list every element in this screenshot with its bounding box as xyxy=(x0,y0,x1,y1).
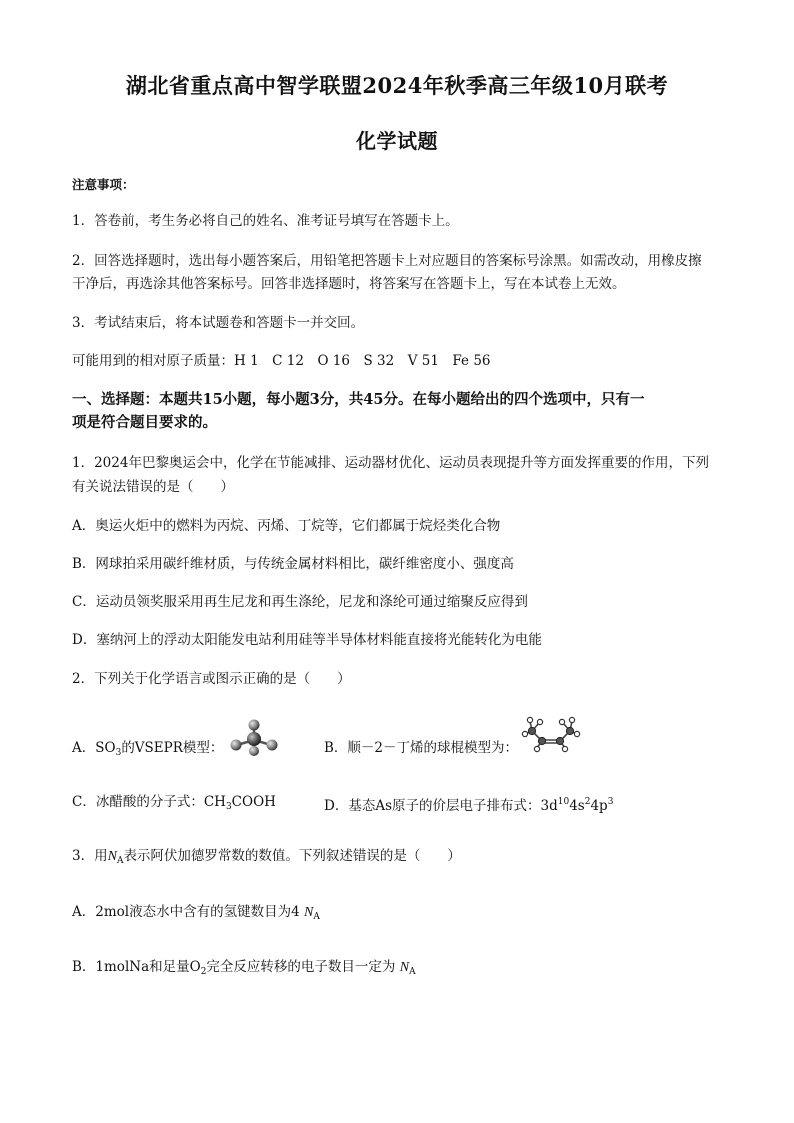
q3-b-na-symbol: N xyxy=(399,960,410,975)
q3-na-sub: A xyxy=(116,856,124,866)
q2-a-so: SO xyxy=(95,740,116,756)
q3-stem xyxy=(72,846,461,871)
q2-c-prefix: C．冰醋酸的分子式：CH xyxy=(72,794,226,810)
q2-option-c xyxy=(72,792,276,817)
so3-vsepr-model-image xyxy=(228,718,280,758)
q1-option-a: A．奥运火炬中的燃料为丙烷、丙烯、丁烷等，它们都属于烷烃类化合物 xyxy=(72,518,501,534)
q3-a-na-sub: A xyxy=(313,912,320,922)
q3-stem-suffix: 表示阿伏加德罗常数的数值。下列叙述错误的是（ ） xyxy=(123,848,461,864)
q2-a-sub: 3 xyxy=(115,748,122,758)
q2-stem: 2．下列关于化学语言或图示正确的是（ ） xyxy=(72,671,351,687)
notice-item-2-line-1: 2．回答选择题时，选出每小题答案后，用铅笔把答题卡上对应题目的答案标号涂黑。如需改动，用橡皮擦 xyxy=(72,253,702,269)
q3-b-prefix: B．1molNa和足量O xyxy=(72,959,201,975)
q2-d-mid-2: 4p xyxy=(590,798,608,814)
q1-stem-line-1: 1．2024年巴黎奥运会中，化学在节能减排、运动器材优化、运动员表现提升等方面发挥重要的作用，下列 xyxy=(72,455,709,471)
exam-title: 湖北省重点高中智学联盟2024年秋季高三年级10月联考 xyxy=(125,73,669,98)
q2-option-b: B．顺－2－丁烯的球棍模型为： xyxy=(324,740,519,756)
q3-option-a xyxy=(72,902,320,927)
q1-option-b: B．网球拍采用碳纤维材质，与传统金属材料相比，碳纤维密度小、强度高 xyxy=(72,556,514,572)
q2-d-mid-1: 4s xyxy=(569,798,585,814)
q2-a-suffix: 的VSEPR模型： xyxy=(121,740,224,756)
q3-b-na-sub: A xyxy=(409,967,416,977)
q3-na-symbol: N xyxy=(107,849,117,864)
q3-b-sub: 2 xyxy=(200,967,207,977)
q3-option-b xyxy=(72,957,416,982)
section-1-line-2: 项是符合题目要求的。 xyxy=(72,414,217,431)
q2-d-sup-2: 2 xyxy=(584,797,591,807)
section-1-line-1: 一、选择题：本题共15小题，每小题3分，共45分。在每小题给出的四个选项中，只有一 xyxy=(72,391,645,408)
q2-d-sup-1: 10 xyxy=(557,797,570,807)
q1-option-c: C．运动员领奖服采用再生尼龙和再生涤纶，尼龙和涤纶可通过缩聚反应得到 xyxy=(72,594,528,610)
notice-item-3: 3．考试结束后，将本试题卷和答题卡一并交回。 xyxy=(72,315,365,331)
q2-option-a xyxy=(72,738,223,763)
q3-a-prefix: A．2mol液态水中含有的氢键数目为4 xyxy=(72,904,300,920)
q1-stem-line-2: 有关说法错误的是（ ） xyxy=(72,479,234,495)
subject-title: 化学试题 xyxy=(356,129,438,153)
q3-b-suffix: 完全反应转移的电子数目一定为 xyxy=(206,959,396,975)
atomic-mass-line: 可能用到的相对原子质量：H 1 C 12 O 16 S 32 V 51 Fe 56 xyxy=(72,353,491,369)
notice-item-2-line-2: 干净后，再选涂其他答案标号。回答非选择题时，将答案写在答题卡上，写在本试卷上无效。 xyxy=(72,276,626,292)
notice-heading: 注意事项： xyxy=(72,177,135,192)
q2-c-sub: 3 xyxy=(225,802,232,812)
q3-a-na-symbol: N xyxy=(303,905,314,920)
q1-option-d: D．塞纳河上的浮动太阳能发电站利用硅等半导体材料能直接将光能转化为电能 xyxy=(72,632,542,648)
q2-d-prefix: D．基态As原子的价层电子排布式：3d xyxy=(324,798,558,814)
q2-a-prefix: A． xyxy=(72,740,96,756)
q2-d-sup-3: 3 xyxy=(607,797,614,807)
q2-option-d xyxy=(324,792,613,816)
cis-2-butene-model-image xyxy=(520,714,582,754)
notice-item-1: 1．答卷前，考生务必将自己的姓名、准考证号填写在答题卡上。 xyxy=(72,213,459,229)
q3-stem-prefix: 3．用 xyxy=(72,848,108,864)
q2-c-suffix: COOH xyxy=(231,794,276,810)
